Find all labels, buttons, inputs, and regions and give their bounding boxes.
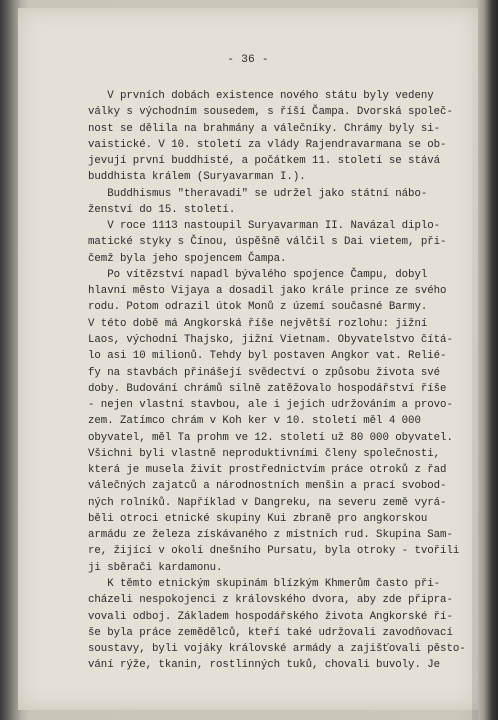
text-line: vání rýže, tkanin, rostlinných tuků, chovali buvoly. Je [88, 659, 441, 672]
text-line: která je musela živit prostřednictvím práce otroků z řad [88, 464, 447, 477]
text-line: fy na stavbách přinášejí svědectví o způsobu života své [88, 366, 441, 379]
text-line: V této době má Angkorská říše největší rozlohu: jižní [88, 317, 428, 330]
text-line: hlavní město Vijaya a dosadil jako krále prince ze svého [88, 285, 447, 298]
text-line: ženství do 15. století. [88, 203, 236, 216]
text-line: Všichni byli vlastně neproduktivními členy společnosti, [88, 447, 441, 460]
document-page [18, 8, 478, 710]
text-line: ných rolníků. Například v Dangreku, na severu země vyrá- [88, 496, 447, 509]
text-line: války s východním sousedem, s říší Čampa. Dvorská společ- [88, 106, 453, 119]
text-line: obyvatel, měl Ta prohm ve 12. století už 80 000 obyvatel. [88, 431, 453, 444]
text-line: soustavy, byli vojáky královské armády a zajišťovali pěsto- [88, 643, 466, 656]
text-line: re, žijící v okolí dnešního Pursatu, byla otroky - tvořili [88, 545, 460, 558]
text-line: vovali odboj. Základem hospodářského života Angkorské ří- [88, 610, 453, 623]
body-text [88, 88, 466, 674]
text-line: matické styky s Čínou, úspěšně válčil s Dai vietem, při- [88, 236, 447, 249]
text-line: ji sběrači kardamonu. [88, 561, 223, 574]
text-line: válečných zajatců a národnostních menšin a prací svobod- [88, 480, 447, 493]
text-line: buddhista králem (Suryavarman I.). [88, 171, 306, 184]
text-line: - nejen vlastní stavbou, ale i jejich udržováním a provo- [88, 399, 453, 412]
text-line: běli otroci etnické skupiny Kui zbraně pro angkorskou [88, 512, 428, 525]
text-line: Po vítězství napadl bývalého spojence Čampu, dobyl [88, 268, 428, 281]
text-line: V prvních dobách existence nového státu byly vedeny [88, 90, 434, 102]
text-line: čemž byla jeho spojencem Čampa. [88, 252, 287, 265]
text-line: Laos, východní Thajsko, jižní Vietnam. Obyvatelstvo čítá- [88, 333, 453, 346]
text-line: zem. Zatímco chrám v Koh ker v 10. století měl 4 000 [88, 415, 421, 428]
text-line: jevují první buddhisté, a počátkem 11. století se stává [88, 155, 441, 168]
text-line: nost se dělila na brahmány a válečníky. Chrámy byly si- [88, 122, 441, 135]
text-line: še byla práce zemědělců, kteří také udržovali zavodňovací [88, 626, 453, 639]
text-line: Buddhismus "theravadi" se udržel jako státní nábo- [88, 187, 428, 200]
text-line: doby. Budování chrámů silně zatěžovalo hospodářství říše [88, 382, 447, 395]
text-line: cházeli nespokojenci z královského dvora, aby zde připra- [88, 594, 453, 607]
text-line: armádu ze železa získávaného z místních rud. Skupina Sam- [88, 529, 453, 542]
text-line: lo asi 10 milionů. Tehdy byl postaven Angkor vat. Relié- [88, 350, 447, 363]
page-edge-shadow [472, 0, 478, 720]
text-line: V roce 1113 nastoupil Suryavarman II. Navázal diplo- [88, 220, 441, 233]
text-line: K těmto etnickým skupinám blízkým Khmerům často při- [88, 577, 441, 590]
text-line: rodu. Potom odrazil útok Monů z území současné Barmy. [88, 301, 428, 314]
text-line: vaistické. V 10. století za vlády Rajendravarmana se ob- [88, 138, 447, 151]
page-number: - 36 - [227, 54, 269, 66]
